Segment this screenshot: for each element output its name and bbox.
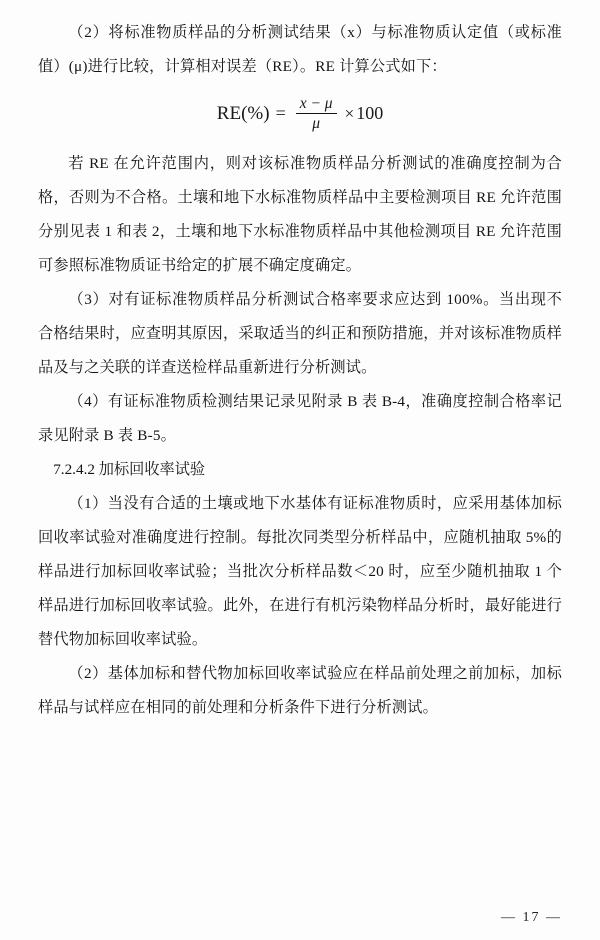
formula-relative-error xyxy=(38,96,562,133)
section-heading-7-2-4-2: 7.2.4.2 加标回收率试验 xyxy=(53,461,206,478)
paragraph-item-4: （4）有证标准物质检测结果记录见附录 B 表 B-4，准确度控制合格率记录见附录 B 表 B-5。 xyxy=(38,393,562,444)
paragraph-section-item-2: （2）基体加标和替代物加标回收率试验应在样品前处理之前加标，加标样品与试样应在相同的前处理和分析条件下进行分析测试。 xyxy=(38,665,562,716)
formula-multiply-sign: × xyxy=(344,103,355,123)
formula-factor: 100 xyxy=(356,102,384,123)
formula-left-side: RE(%) xyxy=(216,102,270,124)
formula-equals-sign: = xyxy=(275,102,286,123)
paragraph-re-allowed-range: 若 RE 在允许范围内，则对该标准物质样品分析测试的准确度控制为合格，否则为不合格。土壤和地下水标准物质样品中主要检测项目 RE 允许范围分别见表 1 和表 2，土壤和地下水标准物质样品中其他检测项目 RE 允许范围可参照标准物质证书给定的扩展不确定度确定。 xyxy=(38,155,562,274)
paragraph-item-2: （2）将标准物质样品的分析测试结果（x）与标准物质认定值（或标准值）(μ)进行比较，计算相对误差（RE）。RE 计算公式如下： xyxy=(38,24,562,75)
page-number: — 17 — xyxy=(501,910,562,925)
paragraph-item-3: （3）对有证标准物质样品分析测试合格率要求应达到 100%。当出现不合格结果时，应查明其原因，采取适当的纠正和预防措施，并对该标准物质样品及与之关联的详查送检样品重新进行分析测试。 xyxy=(38,291,562,376)
paragraph-section-item-1: （1）当没有合适的土壤或地下水基体有证标准物质时，应采用基体加标回收率试验对准确度进行控制。每批次同类型分析样品中，应随机抽取 5%的样品进行加标回收率试验；当批次分析样品数＜20 时，应至少随机抽取 1 个样品进行加标回收率试验。此外，在进行有机污染物样品分析时，最好能进行替代物加标回收率试验。 xyxy=(38,495,562,648)
formula-expression xyxy=(217,96,383,133)
formula-denominator: μ xyxy=(312,115,321,132)
formula-numerator: x − μ xyxy=(296,95,337,114)
formula-fraction xyxy=(296,95,337,132)
